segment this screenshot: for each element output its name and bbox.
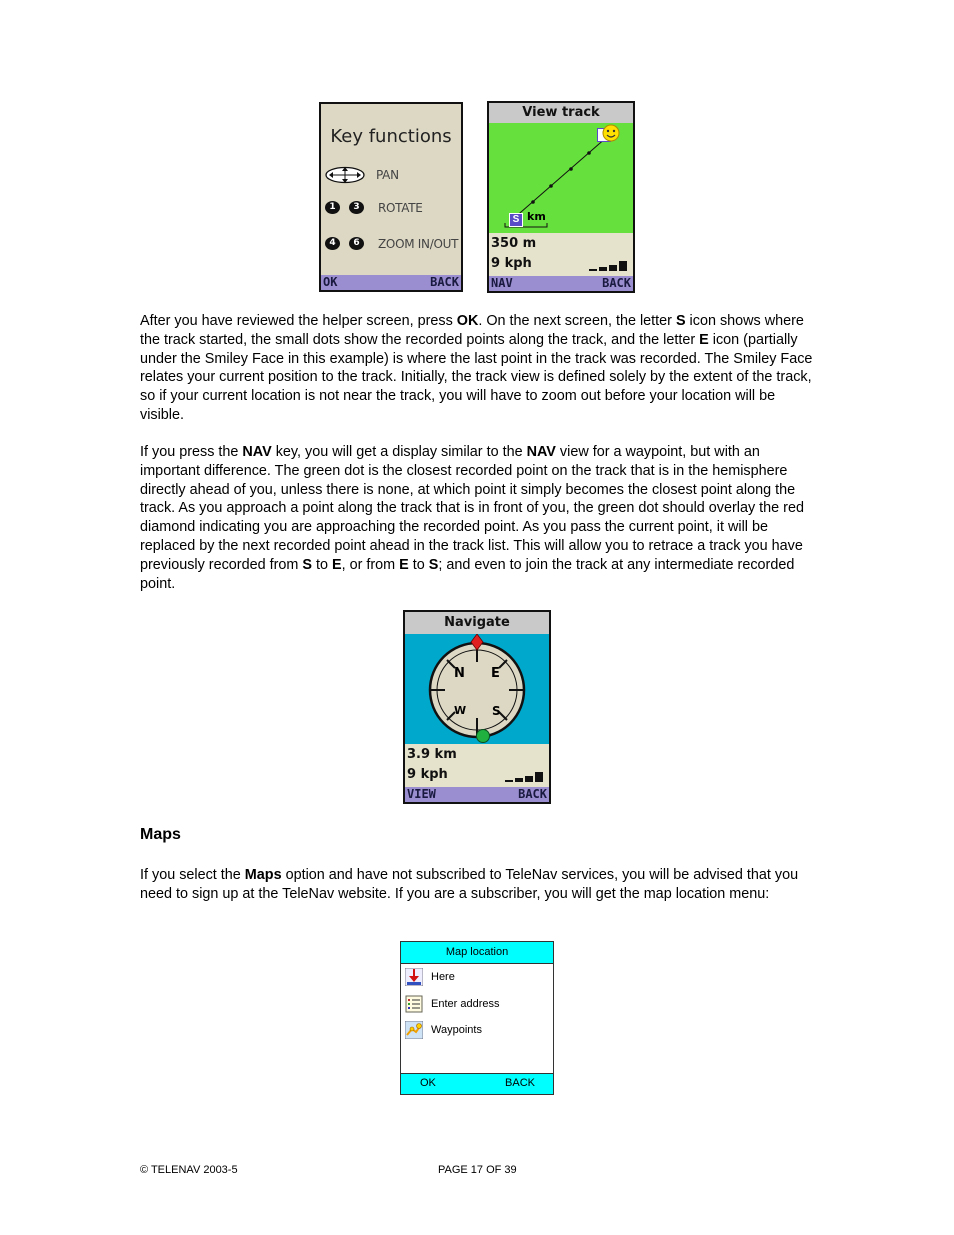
ok-softkey[interactable]: OK	[323, 275, 338, 289]
key-functions-screen	[319, 102, 463, 292]
paragraph-maps: If you select the Maps option and have not subscribed to TeleNav services, you will be advised that you need to sign up at the TeleNav website. If you are a subscriber, you will get the map location menu:	[140, 867, 799, 902]
navigate-title: Navigate	[405, 612, 549, 634]
view-track-title: View track	[489, 103, 633, 123]
zoom-label: ZOOM IN/OUT	[378, 237, 459, 251]
navigate-screen	[403, 610, 551, 804]
pan-row	[324, 166, 461, 184]
track-speed: 9 kph	[491, 256, 532, 271]
menu-item-label: Enter address	[431, 998, 500, 1010]
compass-w-label: W	[454, 704, 467, 717]
navigate-info	[405, 744, 549, 789]
signal-strength-icon	[505, 768, 543, 782]
paragraph-track-view: After you have reviewed the helper screen, press OK. On the next screen, the letter S icon shows where the track started, the small dots show the recorded points along the track, and the letter E icon (partially under the Smiley Face in this example) is where the last point in the track was recorded. The Smiley Face relates your current position to the track. Initially, the track view is defined solely by the extent of the track, so if your current location is not near the track, you will have to zoom out before your location will be visible.	[140, 313, 813, 423]
nav-distance: 3.9 km	[407, 747, 457, 762]
menu-item-enter-address[interactable]	[405, 995, 545, 1015]
track-distance: 350 m	[491, 236, 537, 251]
back-softkey[interactable]: BACK	[602, 276, 631, 290]
back-softkey[interactable]: BACK	[430, 275, 459, 289]
scale-label: km	[527, 210, 546, 223]
navigate-softkeys	[405, 787, 549, 802]
here-arrow-icon	[405, 968, 423, 986]
menu-item-here[interactable]	[405, 968, 545, 988]
key-1-icon: 1	[325, 201, 340, 214]
footer-page-number: PAGE 17 OF 39	[438, 1164, 517, 1176]
key-4-icon: 4	[325, 237, 340, 250]
view-track-screen	[487, 101, 635, 293]
zoom-row	[324, 235, 461, 253]
compass-icon	[405, 634, 549, 744]
pan-keys-icon	[324, 166, 366, 184]
map-location-menu	[400, 941, 554, 1095]
key-6-icon: 6	[349, 237, 364, 250]
map-location-softkeys	[401, 1073, 553, 1094]
menu-item-waypoints[interactable]	[405, 1021, 545, 1041]
paragraph-nav-key: If you press the NAV key, you will get a display similar to the NAV view for a waypoint, but with an important difference. The green dot is the closest recorded point on the track that is in the hemisphere directly ahead of you, unless there is none, at which point it simply becomes the closest point along the track. As you approach a point along the track that is in front of you, the green dot should overlay the red diamond indicating you are approaching the recorded point. As you pass the current point, it will be replaced by the next recorded point ahead in the track list. This will allow you to retrace a track you have previously recorded from S to E, or from E to S; and even to join the track at any intermediate recorded point.	[140, 444, 804, 592]
menu-item-label: Waypoints	[431, 1024, 482, 1036]
compass-n-label: N	[454, 666, 465, 681]
track-map	[489, 123, 633, 233]
key-functions-title: Key functions	[330, 126, 452, 147]
rotate-label: ROTATE	[378, 201, 423, 215]
address-list-icon	[405, 995, 423, 1013]
view-track-softkeys	[489, 276, 633, 291]
view-track-info	[489, 233, 633, 278]
map-location-title: Map location	[401, 942, 553, 964]
key-3-icon: 3	[349, 201, 364, 214]
compass-e-label: E	[491, 666, 500, 681]
back-softkey[interactable]: BACK	[518, 787, 547, 801]
key-functions-softkeys	[321, 275, 461, 290]
maps-heading: Maps	[140, 826, 181, 843]
smiley-face-icon	[601, 123, 621, 143]
track-start-marker: S	[509, 213, 523, 227]
ok-softkey[interactable]: OK	[420, 1077, 436, 1089]
pan-label: PAN	[376, 168, 399, 182]
menu-item-label: Here	[431, 971, 455, 983]
footer-copyright: © TELENAV 2003-5	[140, 1164, 238, 1176]
rotate-row	[324, 199, 461, 217]
nav-speed: 9 kph	[407, 767, 448, 782]
compass-s-label: S	[492, 704, 501, 718]
view-softkey[interactable]: VIEW	[407, 787, 436, 801]
compass-area	[405, 634, 549, 744]
signal-strength-icon	[589, 257, 627, 271]
nav-softkey[interactable]: NAV	[491, 276, 513, 290]
back-softkey[interactable]: BACK	[505, 1077, 535, 1089]
waypoints-icon	[405, 1021, 423, 1039]
